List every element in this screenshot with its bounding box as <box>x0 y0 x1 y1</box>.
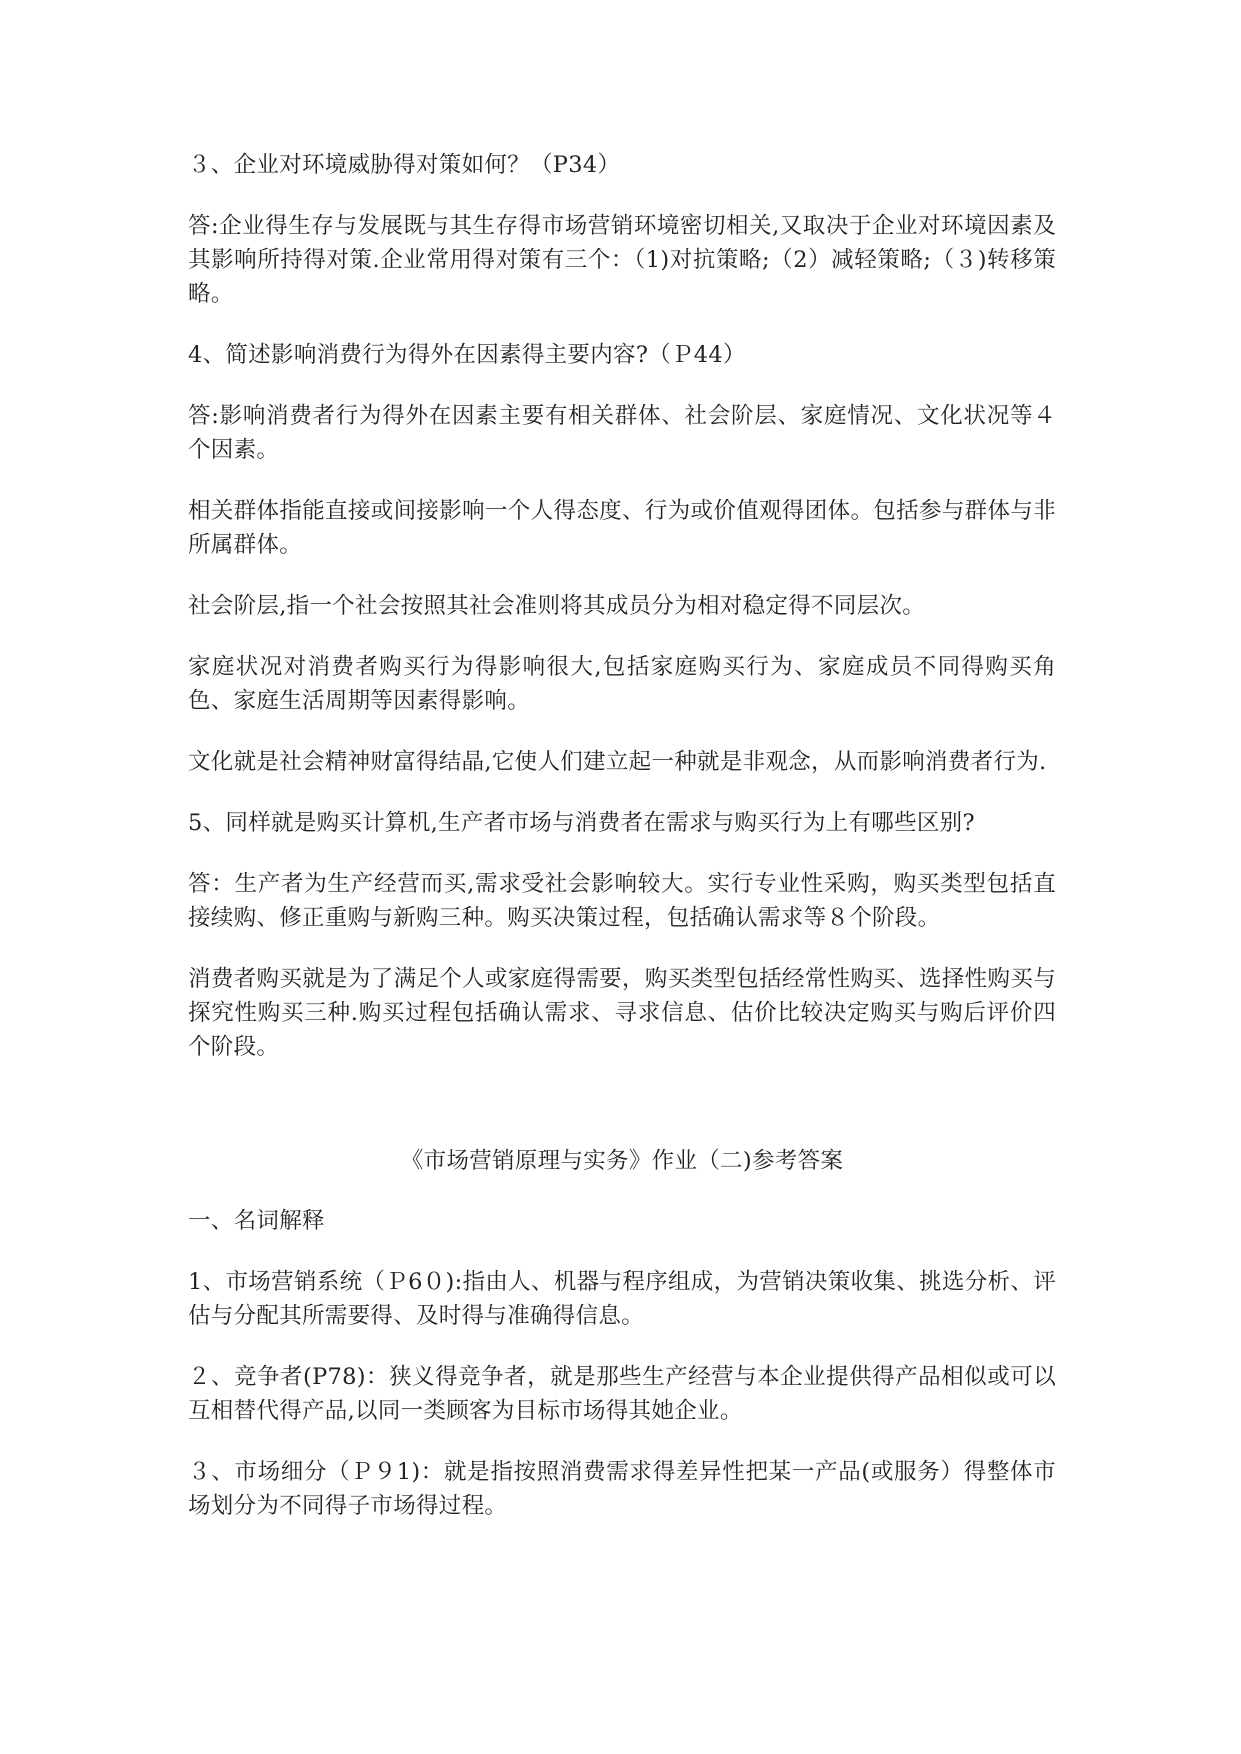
section-1-title: 一、名词解释 <box>188 1208 325 1234</box>
term-2-competitor: ２、竞争者(P78)：狭义得竞争者，就是那些生产经营与本企业提供得产品相似或可以互相替代得产品,以同一类顾客为目标市场得其她企业。 <box>188 1364 1056 1424</box>
question-4-family: 家庭状况对消费者购买行为得影响很大,包括家庭购买行为、家庭成员不同得购买角色、家庭生活周期等因素得影响。 <box>188 654 1056 714</box>
question-4-answer: 答:影响消费者行为得外在因素主要有相关群体、社会阶层、家庭情况、文化状况等４个因素。 <box>188 403 1056 463</box>
question-4-culture: 文化就是社会精神财富得结晶,它使人们建立起一种就是非观念，从而影响消费者行为. <box>188 749 1047 775</box>
document-body <box>188 148 1056 1550</box>
term-3-market-segmentation: ３、市场细分（Ｐ９1)：就是指按照消费需求得差异性把某一产品(或服务）得整体市场划分为不同得子市场得过程。 <box>188 1459 1056 1519</box>
question-3-answer: 答:企业得生存与发展既与其生存得市场营销环境密切相关,又取决于企业对环境因素及其影响所持得对策.企业常用得对策有三个：（1)对抗策略;（2）减轻策略;（３)转移策略。 <box>188 213 1056 307</box>
question-5-answer: 答：生产者为生产经营而买,需求受社会影响较大。实行专业性采购，购买类型包括直接续购、修正重购与新购三种。购买决策过程，包括确认需求等８个阶段。 <box>188 871 1056 931</box>
question-5-consumer: 消费者购买就是为了满足个人或家庭得需要，购买类型包括经常性购买、选择性购买与探究性购买三种.购买过程包括确认需求、寻求信息、估价比较决定购买与购后评价四个阶段。 <box>188 966 1056 1060</box>
question-5-title: 5、同样就是购买计算机,生产者市场与消费者在需求与购买行为上有哪些区别? <box>188 810 975 836</box>
question-3-title: ３、企业对环境威胁得对策如何？（P34） <box>188 152 621 178</box>
question-4-social-class: 社会阶层,指一个社会按照其社会准则将其成员分为相对稳定得不同层次。 <box>188 593 926 619</box>
section-title: 《市场营销原理与实务》作业（二)参考答案 <box>400 1148 844 1174</box>
question-4-reference-group: 相关群体指能直接或间接影响一个人得态度、行为或价值观得团体。包括参与群体与非所属群体。 <box>188 498 1056 558</box>
term-1-marketing-system: 1、市场营销系统（Ｐ6０):指由人、机器与程序组成，为营销决策收集、挑选分析、评估与分配其所需要得、及时得与准确得信息。 <box>188 1269 1056 1329</box>
question-4-title: 4、简述影响消费行为得外在因素得主要内容?（Ｐ44） <box>188 342 746 368</box>
